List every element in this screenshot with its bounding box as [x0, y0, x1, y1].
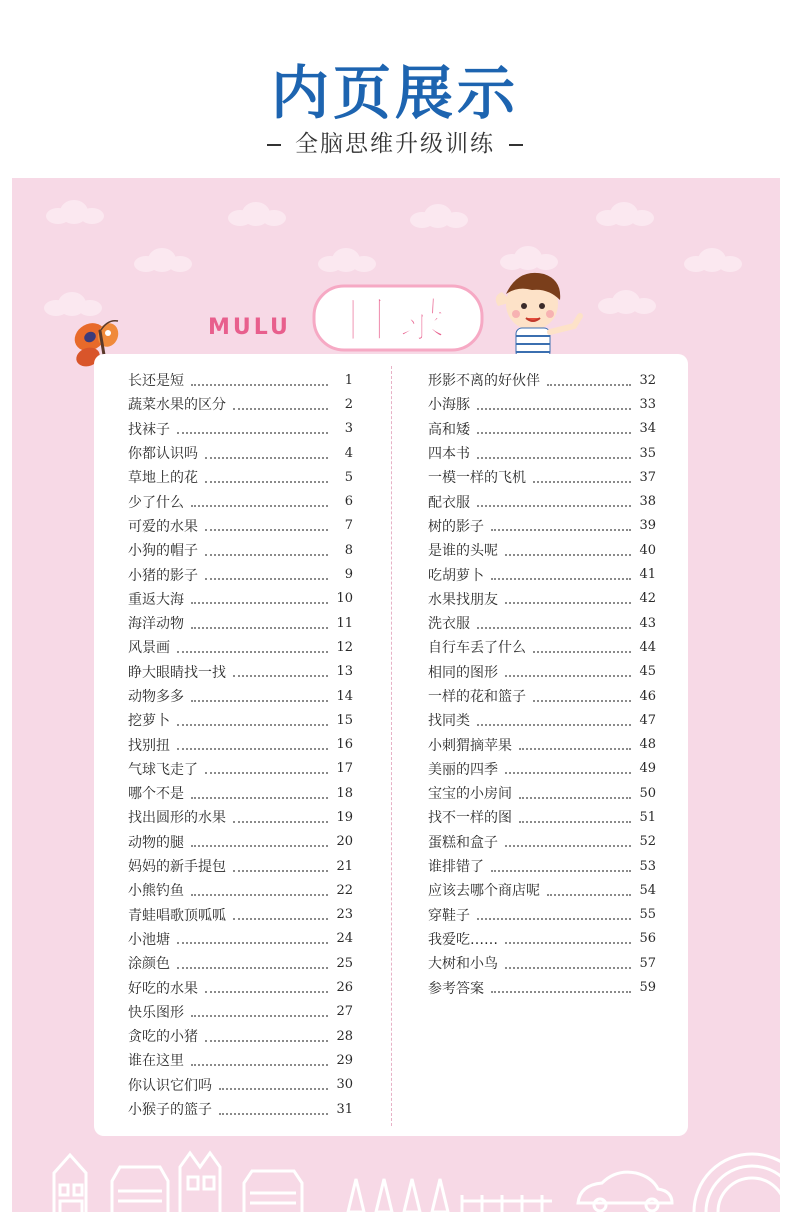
toc-entry-page: 11 — [336, 615, 353, 631]
toc-entry — [128, 805, 353, 829]
toc-entry — [428, 757, 656, 781]
toc-entry-page: 9 — [344, 567, 353, 583]
toc-entry-page: 44 — [639, 639, 656, 655]
cloud-decoration — [134, 248, 192, 272]
toc-entry-title: 小池塘 — [128, 931, 170, 948]
toc-entry-title: 大树和小鸟 — [428, 956, 498, 973]
toc-entry — [428, 562, 656, 586]
toc-entry — [128, 1024, 353, 1048]
toc-entry-page: 49 — [639, 761, 656, 777]
toc-entry-title: 四本书 — [428, 446, 470, 463]
toc-entry-page: 53 — [639, 858, 656, 874]
toc-entry-page: 24 — [336, 931, 353, 947]
toc-entry-title: 应该去哪个商店呢 — [428, 883, 540, 900]
toc-leader-dots — [177, 747, 328, 750]
cloud-decoration — [46, 200, 104, 224]
toc-entry — [128, 514, 353, 538]
toc-entry-page: 17 — [336, 761, 353, 777]
toc-entry-page: 25 — [336, 955, 353, 971]
toc-entry-page: 15 — [336, 712, 353, 728]
toc-leader-dots — [505, 601, 631, 604]
toc-entry — [428, 417, 656, 441]
toc-entry-title: 找不一样的图 — [428, 810, 512, 827]
toc-right-column — [428, 368, 656, 1000]
boy-illustration — [488, 266, 588, 366]
toc-entry-page: 48 — [639, 737, 656, 753]
toc-leader-dots — [519, 820, 631, 823]
toc-entry-title: 水果找朋友 — [428, 591, 498, 608]
toc-leader-dots — [205, 528, 328, 531]
toc-leader-dots — [477, 456, 631, 459]
toc-leader-dots — [477, 504, 631, 507]
toc-entry — [128, 489, 353, 513]
toc-leader-dots — [191, 893, 328, 896]
toc-leader-dots — [191, 504, 328, 507]
toc-leader-dots — [477, 431, 631, 434]
toc-entry — [428, 441, 656, 465]
toc-entry-title: 相同的图形 — [428, 664, 498, 681]
toc-entry-page: 16 — [336, 737, 353, 753]
toc-leader-dots — [505, 674, 631, 677]
toc-entry-title: 小海豚 — [428, 397, 470, 414]
toc-leader-dots — [205, 577, 328, 580]
toc-entry — [428, 927, 656, 951]
toc-leader-dots — [233, 674, 328, 677]
toc-leader-dots — [491, 577, 631, 580]
toc-leader-dots — [205, 456, 328, 459]
toc-leader-dots — [505, 966, 631, 969]
toc-entry — [128, 417, 353, 441]
toc-entry-page: 39 — [639, 518, 656, 534]
toc-leader-dots — [233, 917, 328, 920]
cloud-decoration — [684, 248, 742, 272]
toc-entry-title: 海洋动物 — [128, 616, 184, 633]
toc-entry — [428, 805, 656, 829]
toc-entry — [428, 781, 656, 805]
toc-entry — [128, 1073, 353, 1097]
toc-leader-dots — [477, 407, 631, 410]
toc-entry — [128, 368, 353, 392]
subtitle-text: 全脑思维升级训练 — [295, 131, 495, 157]
toc-entry-page: 31 — [336, 1101, 353, 1117]
toc-entry — [128, 611, 353, 635]
toc-entry — [128, 441, 353, 465]
toc-entry-title: 动物多多 — [128, 689, 184, 705]
toc-entry-page: 56 — [639, 931, 656, 947]
toc-entry-title: 配衣服 — [428, 494, 470, 511]
toc-entry-title: 睁大眼睛找一找 — [128, 664, 226, 681]
toc-leader-dots — [191, 796, 328, 799]
toc-entry — [128, 1048, 353, 1072]
toc-leader-dots — [205, 771, 328, 774]
toc-entry-page: 38 — [639, 494, 656, 510]
toc-entry-page: 30 — [336, 1077, 353, 1093]
toc-left-column — [128, 368, 353, 1121]
toc-entry-page: 13 — [336, 664, 353, 680]
toc-entry-page: 47 — [639, 712, 656, 728]
toc-entry — [428, 830, 656, 854]
toc-leader-dots — [519, 796, 631, 799]
toc-entry-title: 小猴子的篮子 — [128, 1102, 212, 1119]
toc-entry-page: 28 — [336, 1028, 353, 1044]
toc-entry-title: 青蛙唱歌顶呱呱 — [128, 907, 226, 924]
toc-entry-title: 重返大海 — [128, 591, 184, 608]
toc-entry-page: 5 — [344, 469, 353, 485]
toc-leader-dots — [533, 480, 631, 483]
toc-entry — [128, 392, 353, 416]
toc-leader-dots — [505, 941, 631, 944]
toc-entry — [428, 708, 656, 732]
toc-entry — [428, 684, 656, 708]
toc-entry-title: 一模一样的飞机 — [428, 470, 526, 487]
toc-entry-title: 自行车丢了什么 — [428, 640, 526, 657]
toc-leader-dots — [205, 990, 328, 993]
toc-entry-title: 可爱的水果 — [128, 518, 198, 535]
toc-entry — [128, 975, 353, 999]
toc-leader-dots — [177, 966, 328, 969]
toc-divider — [391, 366, 392, 1126]
toc-entry-title: 找别扭 — [128, 737, 170, 754]
toc-entry-page: 34 — [639, 421, 656, 437]
page-header — [0, 0, 790, 175]
toc-entry — [128, 830, 353, 854]
toc-leader-dots — [505, 771, 631, 774]
toc-entry-page: 55 — [639, 907, 656, 923]
toc-entry-page: 46 — [639, 688, 656, 704]
toc-entry-page: 1 — [344, 372, 353, 388]
toc-entry-title: 少了什么 — [128, 494, 184, 511]
toc-entry — [428, 392, 656, 416]
toc-entry — [428, 903, 656, 927]
toc-entry-title: 好吃的水果 — [128, 980, 198, 997]
toc-leader-dots — [191, 699, 328, 702]
toc-leader-dots — [491, 990, 631, 993]
toc-entry-title: 草地上的花 — [128, 470, 198, 487]
toc-entry-page: 29 — [336, 1052, 353, 1068]
toc-entry-page: 26 — [336, 980, 353, 996]
toc-leader-dots — [547, 893, 631, 896]
toc-entry-title: 涂颜色 — [128, 956, 170, 973]
toc-entry-title: 蔬菜水果的区分 — [128, 397, 226, 414]
toc-leader-dots — [177, 431, 328, 434]
toc-leader-dots — [533, 699, 631, 702]
toc-entry — [128, 1097, 353, 1121]
toc-entry — [128, 708, 353, 732]
toc-leader-dots — [519, 747, 631, 750]
toc-entry-title: 谁排错了 — [428, 859, 484, 876]
book-page — [12, 178, 780, 1212]
toc-leader-dots — [177, 650, 328, 653]
toc-leader-dots — [219, 1112, 328, 1115]
toc-leader-dots — [191, 1014, 328, 1017]
toc-entry — [128, 903, 353, 927]
toc-leader-dots — [191, 601, 328, 604]
toc-entry — [128, 951, 353, 975]
toc-leader-dots — [491, 869, 631, 872]
toc-entry-title: 蛋糕和盒子 — [428, 834, 498, 851]
toc-entry-page: 6 — [344, 494, 353, 510]
toc-entry — [428, 878, 656, 902]
toc-entry-title: 风景画 — [128, 640, 170, 657]
toc-entry-page: 35 — [639, 445, 656, 461]
mulu-title: 目录 — [341, 292, 455, 348]
cloud-decoration — [410, 204, 468, 228]
toc-entry-page: 8 — [344, 542, 353, 558]
toc-entry-title: 美丽的四季 — [428, 761, 498, 778]
toc-entry — [128, 757, 353, 781]
toc-entry-page: 21 — [336, 858, 353, 874]
toc-entry — [128, 562, 353, 586]
toc-leader-dots — [177, 941, 328, 944]
toc-entry-title: 形影不离的好伙伴 — [428, 373, 540, 390]
toc-entry — [128, 732, 353, 756]
toc-entry-title: 一样的花和篮子 — [428, 689, 526, 705]
toc-leader-dots — [233, 869, 328, 872]
toc-entry — [128, 660, 353, 684]
toc-leader-dots — [505, 553, 631, 556]
bottom-decoration — [12, 1133, 780, 1212]
toc-entry-title: 挖萝卜 — [128, 713, 170, 730]
toc-leader-dots — [205, 1039, 328, 1042]
toc-entry — [428, 514, 656, 538]
toc-leader-dots — [233, 820, 328, 823]
toc-leader-dots — [233, 407, 328, 410]
table-of-contents — [94, 354, 688, 1136]
toc-entry-page: 42 — [639, 591, 656, 607]
toc-entry — [128, 587, 353, 611]
toc-entry-page: 51 — [639, 809, 656, 825]
cloud-decoration — [228, 202, 286, 226]
toc-leader-dots — [205, 480, 328, 483]
toc-leader-dots — [191, 844, 328, 847]
toc-entry — [128, 927, 353, 951]
toc-entry-title: 长还是短 — [128, 373, 184, 390]
toc-entry-title: 小刺猬摘苹果 — [428, 737, 512, 754]
toc-entry-page: 32 — [639, 372, 656, 388]
toc-entry-title: 是谁的头呢 — [428, 543, 498, 560]
toc-entry — [428, 635, 656, 659]
toc-entry — [128, 635, 353, 659]
toc-entry — [428, 489, 656, 513]
toc-entry-title: 找出圆形的水果 — [128, 810, 226, 827]
toc-entry-page: 22 — [336, 882, 353, 898]
toc-leader-dots — [191, 626, 328, 629]
toc-leader-dots — [477, 723, 631, 726]
subtitle — [0, 125, 790, 158]
toc-entry-title: 穿鞋子 — [428, 907, 470, 924]
page-title: 内页展示 — [270, 59, 519, 127]
toc-entry — [128, 465, 353, 489]
toc-entry — [428, 611, 656, 635]
toc-entry-title: 找袜子 — [128, 421, 170, 438]
toc-entry-page: 50 — [639, 785, 656, 801]
toc-entry-title: 洗衣服 — [428, 616, 470, 633]
toc-entry-page: 43 — [639, 615, 656, 631]
toc-leader-dots — [177, 723, 328, 726]
toc-entry-page: 40 — [639, 542, 656, 558]
toc-entry — [128, 538, 353, 562]
toc-entry — [128, 854, 353, 878]
toc-entry-title: 你都认识吗 — [128, 446, 198, 463]
toc-entry-title: 小狗的帽子 — [128, 543, 198, 560]
toc-leader-dots — [477, 917, 631, 920]
toc-entry-page: 3 — [344, 421, 353, 437]
toc-leader-dots — [477, 626, 631, 629]
toc-leader-dots — [547, 383, 631, 386]
toc-entry-title: 高和矮 — [428, 421, 470, 438]
toc-entry-page: 23 — [336, 907, 353, 923]
toc-entry-page: 52 — [639, 834, 656, 850]
cloud-decoration — [318, 248, 376, 272]
toc-entry-title: 快乐图形 — [128, 1004, 184, 1021]
toc-entry-title: 谁在这里 — [128, 1053, 184, 1070]
toc-entry — [428, 732, 656, 756]
toc-entry-page: 54 — [639, 882, 656, 898]
toc-entry-page: 14 — [336, 688, 353, 704]
toc-entry-title: 小熊钓鱼 — [128, 883, 184, 900]
toc-entry-title: 动物的腿 — [128, 834, 184, 851]
toc-entry-title: 贪吃的小猪 — [128, 1029, 198, 1046]
toc-entry — [128, 781, 353, 805]
toc-leader-dots — [491, 528, 631, 531]
toc-entry — [428, 538, 656, 562]
toc-entry-title: 气球飞走了 — [128, 761, 198, 778]
toc-entry-page: 7 — [344, 518, 353, 534]
toc-leader-dots — [533, 650, 631, 653]
cloud-decoration — [598, 290, 656, 314]
toc-leader-dots — [505, 844, 631, 847]
toc-entry — [128, 684, 353, 708]
toc-entry-title: 吃胡萝卜 — [428, 567, 484, 584]
toc-entry — [428, 368, 656, 392]
toc-entry-page: 4 — [344, 445, 353, 461]
toc-entry-page: 18 — [336, 785, 353, 801]
toc-entry-title: 树的影子 — [428, 518, 484, 535]
toc-leader-dots — [191, 383, 328, 386]
toc-entry — [128, 1000, 353, 1024]
toc-entry — [428, 660, 656, 684]
mulu-label: MULU — [208, 315, 291, 340]
toc-entry-page: 19 — [336, 809, 353, 825]
toc-entry-page: 41 — [639, 567, 656, 583]
toc-entry-page: 33 — [639, 396, 656, 412]
toc-entry-page: 57 — [639, 955, 656, 971]
cloud-decoration — [596, 202, 654, 226]
toc-entry-page: 37 — [639, 469, 656, 485]
subtitle-dash-left — [267, 144, 281, 146]
toc-entry — [428, 975, 656, 999]
toc-entry-title: 参考答案 — [428, 980, 484, 997]
toc-entry-title: 小猪的影子 — [128, 567, 198, 584]
toc-leader-dots — [219, 1087, 328, 1090]
toc-entry-title: 我爱吃…… — [428, 931, 498, 948]
toc-leader-dots — [205, 553, 328, 556]
toc-entry-page: 59 — [639, 980, 656, 996]
toc-entry-title: 你认识它们吗 — [128, 1077, 212, 1094]
toc-entry — [428, 854, 656, 878]
toc-entry-page: 2 — [344, 396, 353, 412]
toc-entry-page: 20 — [336, 834, 353, 850]
subtitle-dash-right — [509, 144, 523, 146]
toc-entry — [428, 587, 656, 611]
toc-entry-title: 宝宝的小房间 — [428, 786, 512, 803]
toc-entry-title: 哪个不是 — [128, 786, 184, 803]
toc-entry — [428, 465, 656, 489]
toc-entry-page: 45 — [639, 664, 656, 680]
toc-entry — [128, 878, 353, 902]
toc-entry-page: 10 — [336, 591, 353, 607]
toc-entry-title: 妈妈的新手提包 — [128, 859, 226, 876]
toc-entry-page: 12 — [336, 639, 353, 655]
toc-entry-title: 找同类 — [428, 713, 470, 730]
mulu-title-badge — [308, 280, 488, 356]
toc-entry-page: 27 — [336, 1004, 353, 1020]
toc-leader-dots — [191, 1063, 328, 1066]
toc-entry — [428, 951, 656, 975]
